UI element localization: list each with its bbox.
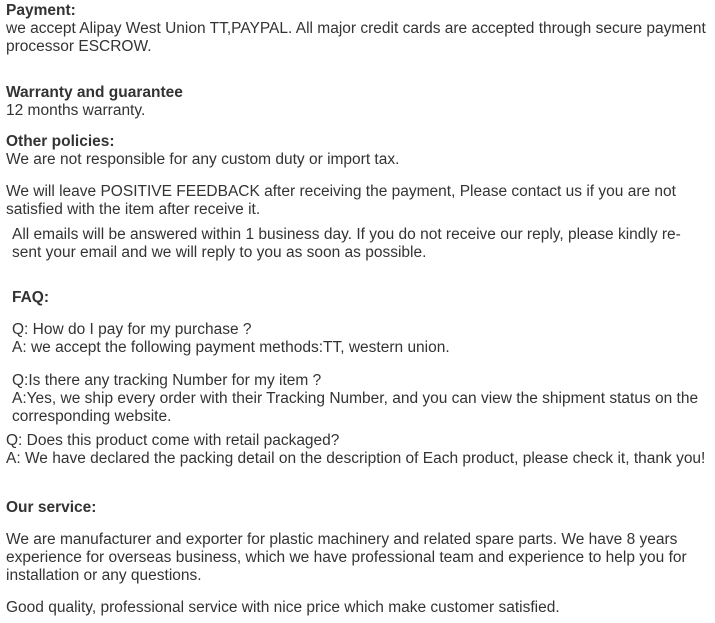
warranty-text: 12 months warranty.	[6, 102, 146, 119]
service-paragraph	[6, 599, 706, 617]
warranty-heading: Warranty and guarantee	[6, 84, 183, 101]
payment-heading: Payment:	[6, 2, 76, 19]
faq-answer: A:Yes, we ship every order with their Tracking Number, and you can view the shipment status on the corresponding website.	[12, 390, 699, 425]
policies-section	[6, 133, 706, 169]
policies-heading: Other policies:	[6, 133, 115, 150]
faq-question: Q: How do I pay for my purchase ?	[12, 321, 252, 338]
faq-item	[12, 372, 706, 426]
customs-text: We are not responsible for any custom duty or import tax.	[6, 151, 400, 168]
warranty-section	[6, 84, 706, 120]
emails-text: All emails will be answered within 1 business day. If you do not receive our reply, please kindly re-sent your email and we will reply to you as soon as possible.	[12, 226, 681, 261]
service-heading: Our service:	[6, 499, 97, 516]
emails-paragraph	[12, 226, 706, 262]
payment-text: we accept Alipay West Union TT,PAYPAL. All major credit cards are accepted through secure payment processor ESCROW.	[6, 20, 706, 55]
payment-section	[6, 2, 706, 56]
faq-question: Q:Is there any tracking Number for my item ?	[12, 372, 322, 389]
service-paragraph	[6, 531, 706, 585]
faq-answer: A: we accept the following payment methods:TT, western union.	[12, 339, 450, 356]
faq-item	[6, 432, 706, 468]
faq-heading-block	[12, 289, 706, 307]
service-quality-text: Good quality, professional service with nice price which make customer satisfied.	[6, 599, 560, 616]
feedback-text: We will leave POSITIVE FEEDBACK after receiving the payment, Please contact us if you are not satisfied with the item after receive it.	[6, 183, 676, 218]
feedback-paragraph	[6, 183, 706, 219]
faq-answer: A: We have declared the packing detail on the description of Each product, please check it, thank you!	[6, 450, 706, 467]
service-heading-block	[6, 499, 706, 517]
faq-question: Q: Does this product come with retail packaged?	[6, 432, 340, 449]
service-text: We are manufacturer and exporter for plastic machinery and related spare parts. We have 8 years experience for overseas business, which we have professional team and experience to help you for installation or any questions.	[6, 531, 687, 584]
faq-heading: FAQ:	[12, 289, 50, 306]
faq-item	[12, 321, 706, 357]
